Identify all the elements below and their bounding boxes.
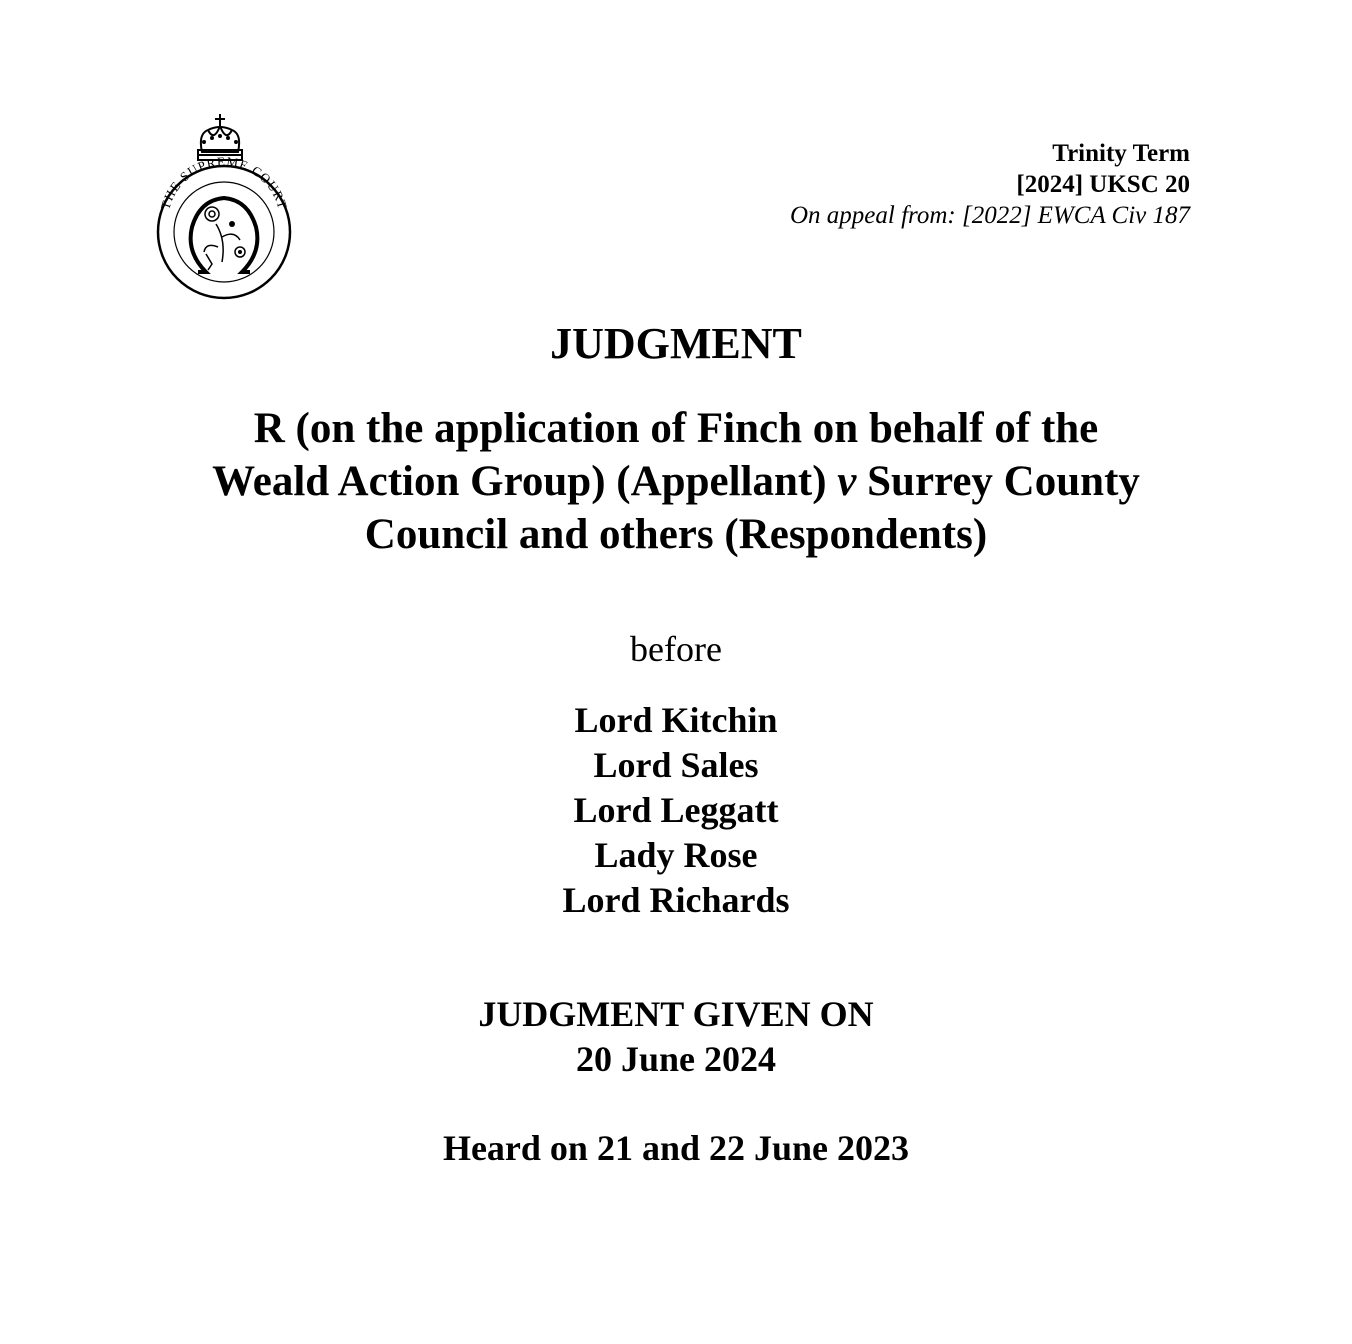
before-label: before [630,629,722,669]
judgment-heading: JUDGMENT [550,319,802,368]
judge-name: Lord Leggatt [573,790,779,830]
judge-name: Lord Kitchin [574,700,778,740]
neutral-citation: [2024] UKSC 20 [1016,171,1190,198]
judge-name: Lord Sales [593,745,759,785]
judgment-given-block [0,992,1352,1082]
supreme-court-emblem-icon [148,112,300,302]
case-title [0,402,1352,561]
case-title-line-2-start: Weald Action Group) (Appellant) [212,458,838,505]
emblem-text: THE SUPREME COURT [157,153,291,212]
case-title-line-3: Council and others (Respondents) [364,511,988,558]
versus: v [837,458,857,505]
judge-name: Lady Rose [594,835,758,875]
judgment-given-date: 20 June 2024 [575,1039,777,1079]
case-title-line-2 [0,455,1352,508]
term-label: Trinity Term [1052,140,1190,167]
judge-name: Lord Richards [562,880,790,920]
case-reference-block [790,138,1190,231]
case-title-line-2-end: Surrey County [856,458,1140,505]
appeal-citation: On appeal from: [2022] EWCA Civ 187 [790,202,1190,229]
hearing-dates: Heard on 21 and 22 June 2023 [442,1128,910,1168]
judges-list [0,698,1352,923]
judgment-given-label: JUDGMENT GIVEN ON [478,994,874,1034]
case-title-line-1: R (on the application of Finch on behalf of the [253,405,1099,452]
